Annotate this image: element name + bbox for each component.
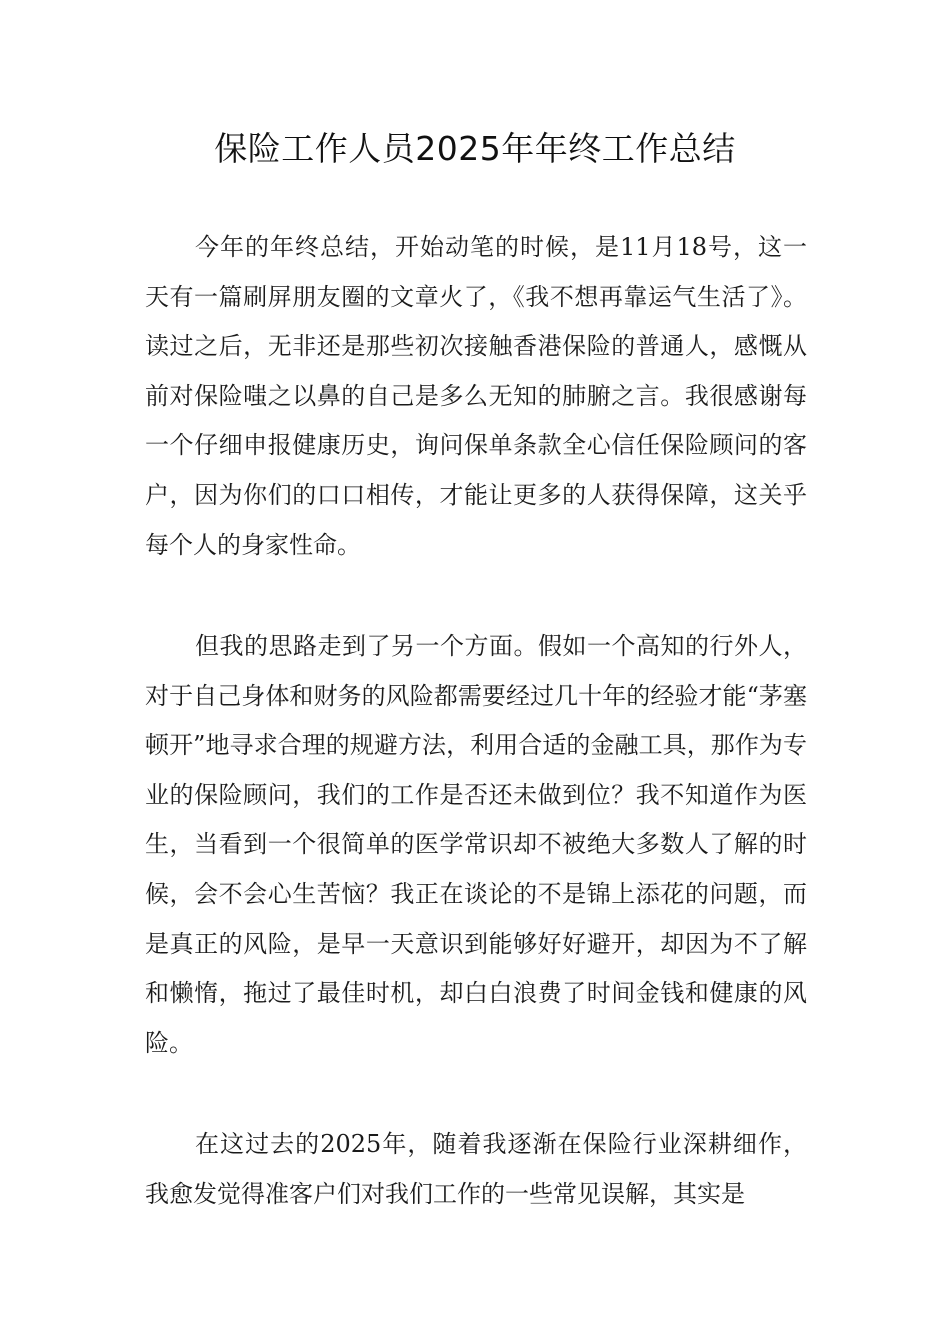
paragraph-2: 但我的思路走到了另一个方面。假如一个高知的行外人，对于自己身体和财务的风险都需要经过几十年的经验才能“茅塞顿开”地寻求合理的规避方法，利用合适的金融工具，那作为专业的保险顾问，我们的工作是否还未做到位？我不知道作为医生，当看到一个很简单的医学常识却不被绝大多数人了解的时候，会不会心生苦恼？我正在谈论的不是锦上添花的问题，而是真正的风险，是早一天意识到能够好好避开，却因为不了解和懒惰，拖过了最佳时机，却白白浪费了时间金钱和健康的风险。 [145,632,807,1057]
paragraph-3: 在这过去的2025年，随着我逐渐在保险行业深耕细作，我愈发觉得准客户们对我们工作的一些常见误解，其实是 [145,1130,807,1208]
document-title: 保险工作人员2025年年终工作总结 [214,129,736,168]
paragraph-1: 今年的年终总结，开始动笔的时候，是11月18号，这一天有一篇刷屏朋友圈的文章火了，《我不想再靠运气生活了》。读过之后，无非还是那些初次接触香港保险的普通人，感慨从前对保险嗤之以鼻的自己是多么无知的肺腑之言。我很感谢每一个仔细申报健康历史，询问保单条款全心信任保险顾问的客户，因为你们的口口相传，才能让更多的人获得保障，这关乎每个人的身家性命。 [145,233,807,559]
